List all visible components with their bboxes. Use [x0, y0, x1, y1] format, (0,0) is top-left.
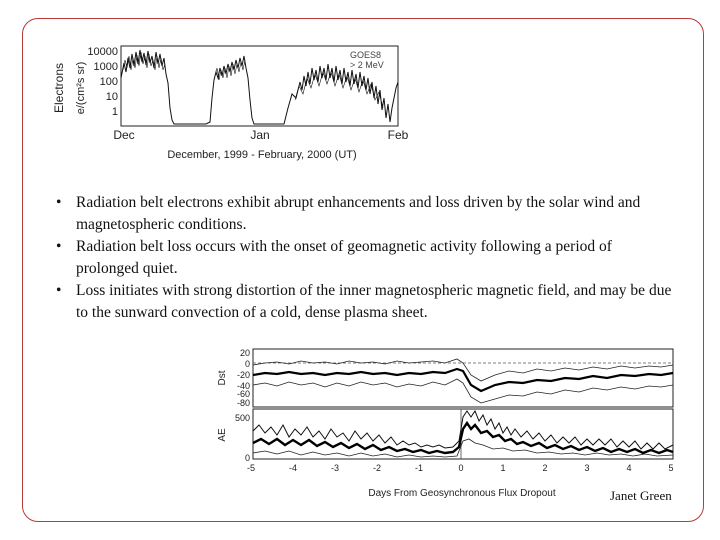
dst-yticks	[237, 348, 250, 408]
ae-tick-0: 0	[244, 453, 250, 463]
ylabel-units: e/(cm²s sr)	[75, 61, 87, 115]
xtick-feb: Feb	[387, 128, 409, 142]
top-xlabel: December, 1999 - February, 2000 (UT)	[167, 149, 357, 161]
dst-tick-m60: -60	[236, 389, 250, 399]
xtick-3: 3	[584, 463, 590, 473]
bullet-text-2: Radiation belt loss occurs with the onset of geomagnetic activity following a period of prolonged quiet.	[76, 238, 612, 277]
bullet-list	[56, 192, 676, 324]
bullet-item-2	[56, 236, 676, 280]
ae-label: AE	[217, 428, 228, 442]
bullet-marker: •	[56, 194, 62, 211]
top-xticks	[113, 128, 408, 142]
xtick-2: 2	[542, 463, 548, 473]
dst-ae-plot	[205, 345, 685, 505]
bullet-text-3: Loss initiates with strong distortion of the inner magnetospheric magnetic field, and may be due to the sunward convection of a cold, dense plasma sheet.	[76, 282, 672, 321]
ytick-100: 100	[99, 76, 118, 88]
dst-lower-trace	[253, 379, 673, 403]
bullet-item-3	[56, 280, 676, 324]
dst-median-trace	[253, 369, 673, 391]
ytick-1: 1	[111, 106, 118, 118]
xtick-1: 1	[500, 463, 506, 473]
ytick-10000: 10000	[87, 46, 118, 58]
author-credit: Janet Green	[610, 488, 672, 503]
xtick-dec: Dec	[113, 128, 135, 142]
ae-median-trace	[253, 423, 673, 453]
electron-flux-plot	[40, 38, 420, 168]
xtick-m1: -1	[414, 463, 424, 473]
flux-trace-fill	[123, 52, 383, 108]
xtick-0: 0	[458, 463, 464, 473]
xtick-jan: Jan	[250, 128, 270, 142]
ae-yticks	[235, 413, 250, 463]
bullet-marker: •	[56, 238, 62, 255]
dst-tick-m40: -40	[236, 381, 250, 391]
bottom-xlabel: Days From Geosynchronous Flux Dropout	[368, 488, 556, 499]
legend-energy: > 2 MeV	[350, 60, 384, 70]
ytick-10: 10	[105, 91, 118, 103]
ae-tick-500: 500	[234, 413, 250, 423]
bottom-xticks	[247, 463, 674, 473]
xtick-4: 4	[626, 463, 632, 473]
bullet-item-1	[56, 192, 676, 236]
top-yticks	[87, 46, 118, 118]
ytick-1000: 1000	[93, 61, 118, 73]
xtick-m2: -2	[372, 463, 382, 473]
xtick-m5: -5	[246, 463, 256, 473]
xtick-m3: -3	[330, 463, 340, 473]
dst-tick-m20: -20	[236, 370, 250, 380]
bullet-marker: •	[56, 282, 62, 299]
dst-tick-0: 0	[244, 359, 250, 369]
ae-lower-trace	[253, 439, 673, 457]
dst-label: Dst	[217, 370, 228, 386]
dst-tick-m80: -80	[236, 398, 250, 408]
xtick-m4: -4	[288, 463, 298, 473]
bullet-text-1: Radiation belt electrons exhibit abrupt enhancements and loss driven by the solar wind and magnetospheric conditions.	[76, 194, 641, 233]
legend-goes8: GOES8	[350, 50, 382, 60]
dst-tick-20: 20	[239, 348, 250, 358]
ylabel-electrons: Electrons	[52, 62, 66, 114]
xtick-5: 5	[668, 463, 674, 473]
